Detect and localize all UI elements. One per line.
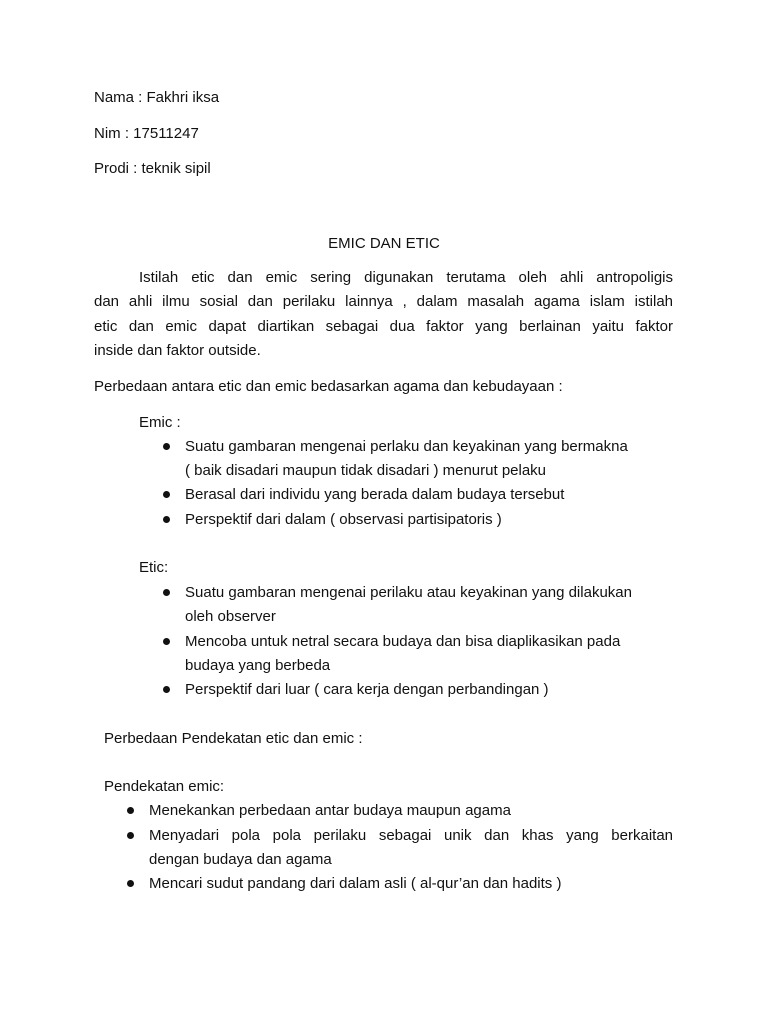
pendekatan-emic-item-3: Mencari sudut pandang dari dalam asli ( al-qur’an dan hadits )	[149, 875, 562, 892]
student-nim: Nim : 17511247	[94, 125, 199, 142]
intro-line-3: etic dan emic dapat diartikan sebagai dua faktor yang berlainan yaitu faktor	[94, 318, 673, 335]
etic-item-1-line-1: Suatu gambaran mengenai perilaku atau keyakinan yang dilakukan	[185, 584, 632, 601]
etic-item-1-line-2: oleh observer	[185, 608, 276, 625]
pendekatan-emic-item-2-line-1: Menyadari pola pola perilaku sebagai unik dan khas yang berkaitan	[149, 827, 673, 844]
intro-line-4: inside dan faktor outside.	[94, 342, 261, 359]
student-name: Nama : Fakhri iksa	[94, 89, 220, 106]
bullet-icon	[127, 807, 134, 814]
bullet-icon	[163, 589, 170, 596]
etic-item-3: Perspektif dari luar ( cara kerja dengan perbandingan )	[185, 681, 549, 698]
emic-item-2: Berasal dari individu yang berada dalam budaya tersebut	[185, 486, 565, 503]
bullet-icon	[163, 686, 170, 693]
pendekatan-emic-item-2-line-2: dengan budaya dan agama	[149, 851, 332, 868]
pendekatan-heading: Perbedaan Pendekatan etic dan emic :	[104, 730, 363, 747]
document-title: EMIC DAN ETIC	[328, 235, 440, 252]
etic-label: Etic:	[139, 559, 169, 576]
emic-item-1-line-2: ( baik disadari maupun tidak disadari ) menurut pelaku	[185, 462, 547, 479]
emic-item-3: Perspektif dari dalam ( observasi partisipatoris )	[185, 511, 502, 528]
etic-item-2-line-1: Mencoba untuk netral secara budaya dan bisa diaplikasikan pada	[185, 633, 621, 650]
bullet-icon	[163, 491, 170, 498]
perbedaan-heading: Perbedaan antara etic dan emic bedasarkan agama dan kebudayaan :	[94, 378, 563, 395]
pendekatan-emic-label: Pendekatan emic:	[104, 778, 225, 795]
bullet-icon	[163, 638, 170, 645]
emic-label: Emic :	[139, 414, 181, 431]
intro-line-1: Istilah etic dan emic sering digunakan terutama oleh ahli antropoligis	[139, 269, 673, 286]
student-prodi: Prodi : teknik sipil	[94, 160, 211, 177]
intro-line-2: dan ahli ilmu sosial dan perilaku lainnya , dalam masalah agama islam istilah	[94, 293, 673, 310]
emic-item-1-line-1: Suatu gambaran mengenai perlaku dan keyakinan yang bermakna	[185, 438, 628, 455]
pendekatan-emic-item-1: Menekankan perbedaan antar budaya maupun agama	[149, 802, 511, 819]
bullet-icon	[163, 516, 170, 523]
bullet-icon	[163, 443, 170, 450]
bullet-icon	[127, 832, 134, 839]
bullet-icon	[127, 880, 134, 887]
etic-item-2-line-2: budaya yang berbeda	[185, 657, 331, 674]
